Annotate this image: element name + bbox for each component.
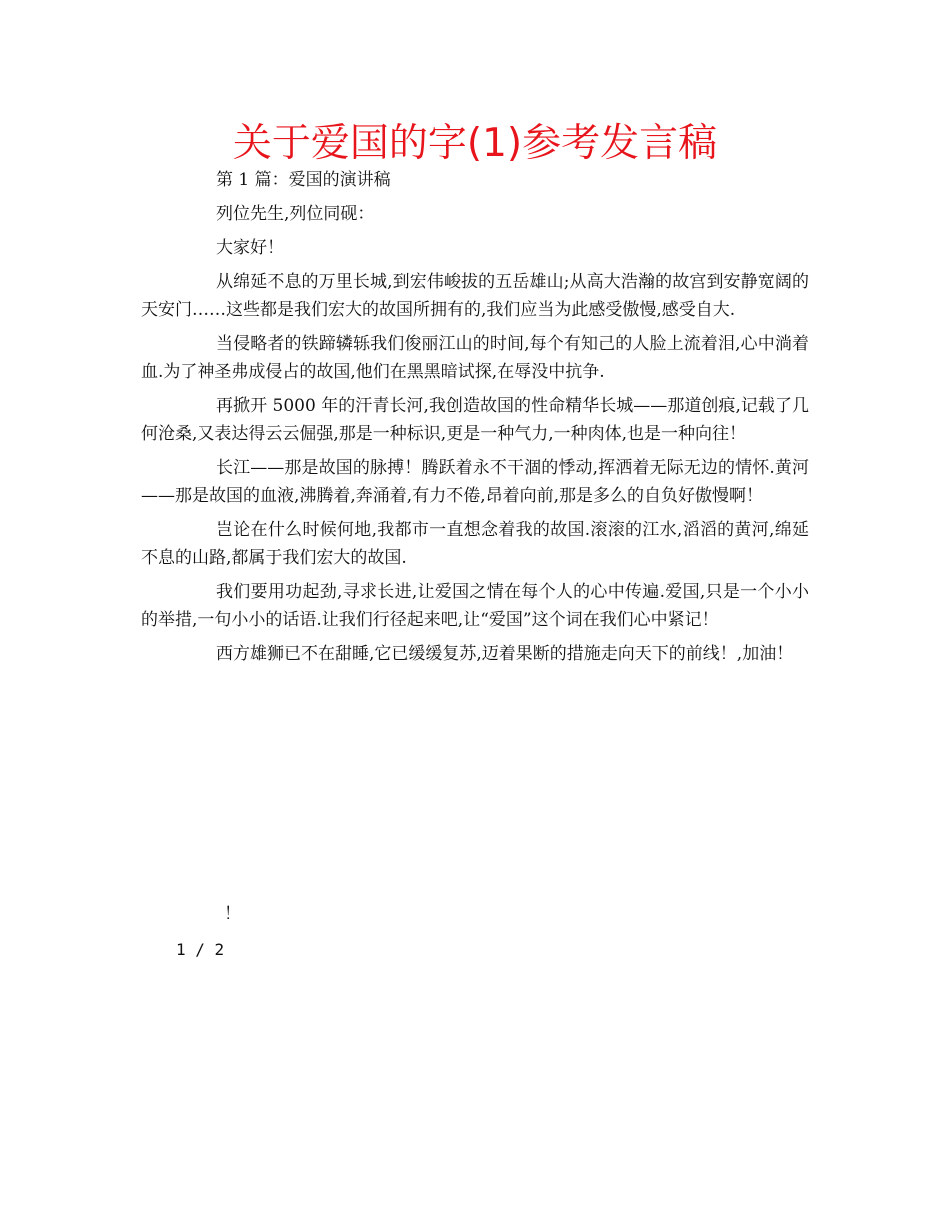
trailing-mark: ！ — [224, 904, 241, 924]
section-heading: 第 1 篇：爱国的演讲稿 — [216, 170, 391, 190]
document-title: 关于爱国的字(1)参考发言稿 — [232, 121, 718, 166]
paragraph: 从绵延不息的万里长城,到宏伟峻拔的五岳雄山;从高大浩瀚的故宫到安静宽阔的天安门……这些都是我们宏大的故国所拥有的,我们应当为此感受傲慢,感受自大. — [141, 272, 809, 320]
paragraph: 再掀开 5000 年的汗青长河,我创造故国的性命精华长城——那道创痕,记载了几何沧桑,又表达得云云倔强,那是一种标识,更是一种气力,一种肉体,也是一种向往！ — [141, 396, 809, 444]
document-body — [141, 166, 809, 674]
paragraph: 长江——那是故国的脉搏！腾跃着永不干涸的悸动,挥洒着无际无边的情怀.黄河——那是故国的血液,沸腾着,奔涌着,有力不倦,昂着向前,那是多么的自负好傲慢啊！ — [141, 458, 809, 506]
paragraph: 西方雄狮已不在甜睡,它已缓缓复苏,迈着果断的措施走向天下的前线！,加油！ — [216, 644, 794, 664]
paragraph: 当侵略者的铁蹄辚轹我们俊丽江山的时间,每个有知己的人脸上流着泪,心中淌着血.为了神圣弗成侵占的故国,他们在黑黑暗试探,在辱没中抗争. — [141, 334, 809, 382]
page-number: 1 / 2 — [176, 940, 225, 959]
paragraph: 我们要用功起劲,寻求长进,让爱国之情在每个人的心中传遍.爱国,只是一个小小的举措,一句小小的话语.让我们行径起来吧,让“爱国”这个词在我们心中紧记！ — [141, 582, 809, 630]
greeting: 大家好！ — [216, 238, 284, 258]
paragraph: 岂论在什么时候何地,我都市一直想念着我的故国.滚滚的江水,滔滔的黄河,绵延不息的山路,都属于我们宏大的故国. — [141, 520, 809, 568]
salutation: 列位先生,列位同砚： — [216, 204, 375, 224]
